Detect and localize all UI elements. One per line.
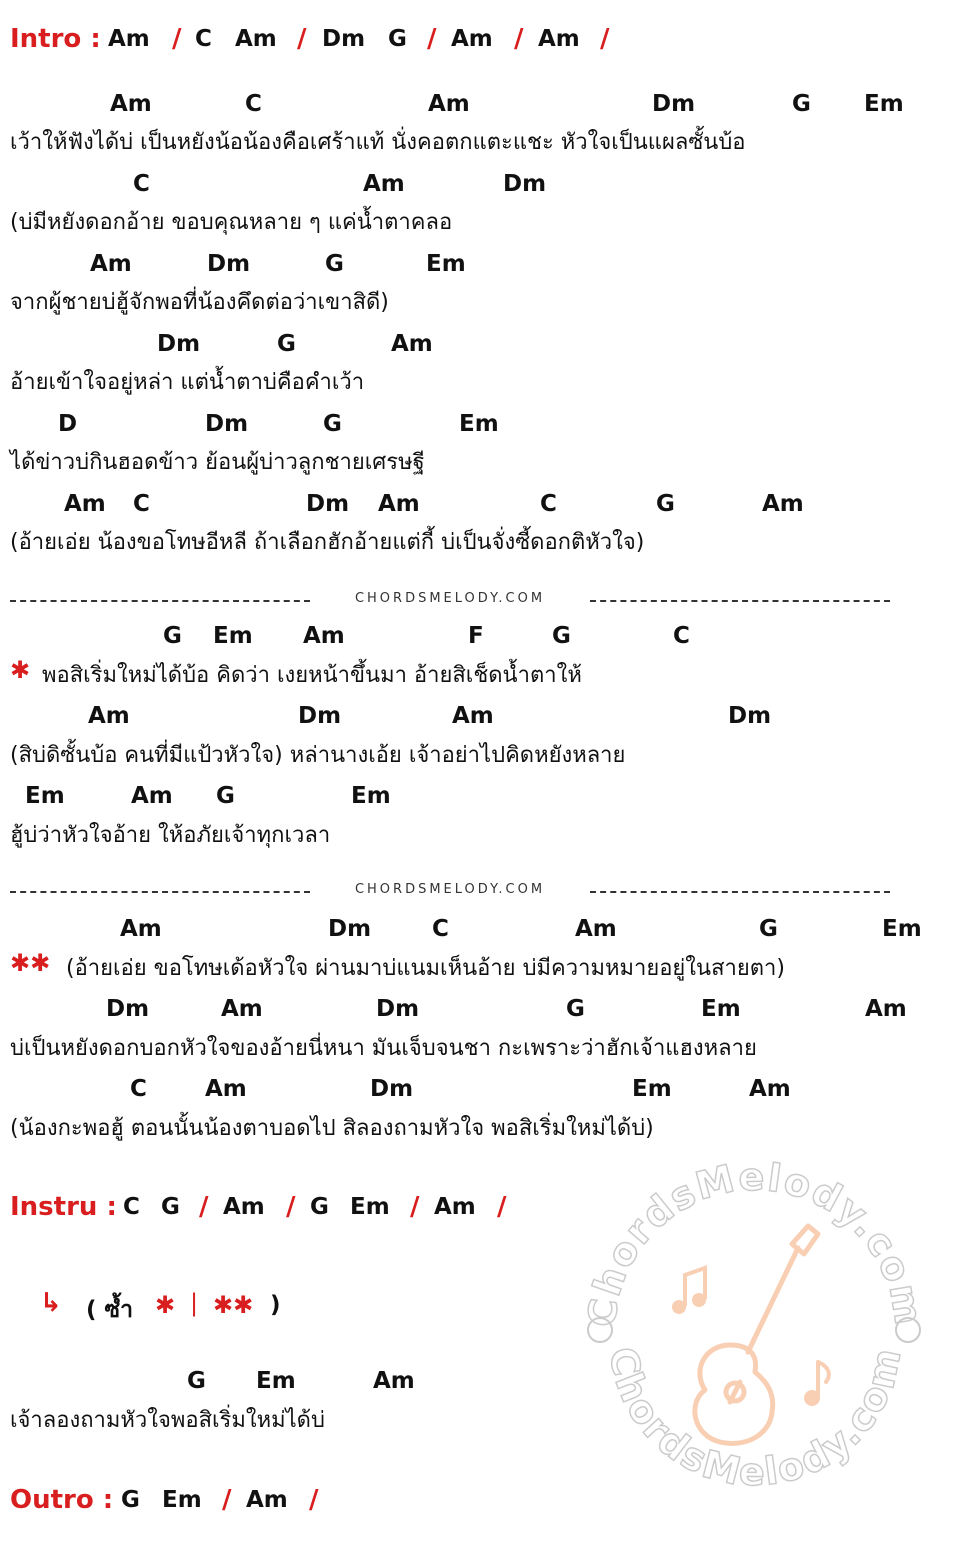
repeat-arrow-icon: ↳	[40, 1288, 62, 1318]
chord: Em	[426, 251, 466, 277]
chord: G	[163, 623, 182, 649]
watermark-text-top: ChordsMelody.com	[580, 1154, 930, 1330]
instru-chord: G	[310, 1194, 329, 1220]
chord: G	[187, 1368, 206, 1394]
chord: D	[58, 411, 78, 437]
chord: Dm	[298, 703, 342, 729]
outro-chord: G	[121, 1487, 140, 1513]
outro-slash: /	[309, 1485, 319, 1515]
instru-slash: /	[410, 1192, 420, 1222]
lyric-line: บ่เป็นหยังดอกบอกหัวใจของอ้ายนี่หนา มันเจ็บจนชา กะเพราะว่าฮักเจ้าแฮงหลาย	[10, 1036, 757, 1061]
divider-dash	[590, 891, 890, 893]
repeat-close: )	[270, 1292, 281, 1318]
chorus2-marker: ✱✱	[10, 949, 51, 977]
svg-text:ChordsMelody.com	[580, 1155, 930, 1329]
divider-site-text: CHORDSMELODY.COM	[354, 882, 546, 897]
chord: Am	[391, 331, 433, 357]
intro-chord: Am	[538, 26, 580, 52]
repeat-separator: |	[190, 1289, 199, 1317]
chord: Em	[351, 783, 391, 809]
chord: Dm	[503, 171, 547, 197]
lyric-line: (บ่มีหยังดอกอ้าย ขอบคุณหลาย ๆ แค่น้ำตาคลอ	[10, 210, 453, 235]
instru-slash: /	[286, 1192, 296, 1222]
outro-slash: /	[222, 1485, 232, 1515]
intro-slash: /	[600, 24, 610, 54]
chord: F	[468, 623, 484, 649]
chord: C	[673, 623, 690, 649]
chord: Dm	[652, 91, 696, 117]
chord: G	[216, 783, 235, 809]
outro-chord: Am	[246, 1487, 288, 1513]
lyric-line: ฮู้บ่ว่าหัวใจอ้าย ให้อภัยเจ้าทุกเวลา	[10, 823, 331, 848]
chord: Dm	[207, 251, 251, 277]
chord: Em	[864, 91, 904, 117]
chord: C	[245, 91, 262, 117]
intro-slash: /	[514, 24, 524, 54]
chord: Em	[256, 1368, 296, 1394]
chord: C	[540, 491, 557, 517]
lyric-line: (น้องกะพอฮู้ ตอนนั้นน้องตาบอดไป สิลองถามหัวใจ พอสิเริ่มใหม่ได้บ่)	[10, 1116, 654, 1141]
lyric-line: เว้าให้ฟังได้บ่ เป็นหยังน้อน้องคือเศร้าแท้ นั่งคอตกแตะแชะ หัวใจเป็นแผลซั้นบ้อ	[10, 130, 746, 155]
lyric-line: พอสิเริ่มใหม่ได้บ้อ คิดว่า เงยหน้าขึ้นมา อ้ายสิเช็ดน้ำตาให้	[42, 663, 582, 688]
intro-chord: Am	[235, 26, 277, 52]
chord: G	[325, 251, 344, 277]
chord: Dm	[370, 1076, 414, 1102]
intro-slash: /	[172, 24, 182, 54]
intro-slash: /	[297, 24, 307, 54]
chord: Am	[378, 491, 420, 517]
section-divider	[10, 591, 890, 611]
chord: C	[432, 916, 449, 942]
lyric-line: (อ้ายเอ่ย น้องขอโทษอีหลี ถ้าเลือกฮักอ้ายแต่กี้ บ่เป็นจั่งซี้ดอกติหัวใจ)	[10, 530, 645, 555]
chord: Dm	[328, 916, 372, 942]
chord: Am	[762, 491, 804, 517]
chord: Am	[865, 996, 907, 1022]
chord: Em	[213, 623, 253, 649]
chord: Dm	[157, 331, 201, 357]
repeat-mark-chorus: ✱	[155, 1291, 176, 1319]
intro-slash: /	[427, 24, 437, 54]
divider-dash	[590, 600, 890, 602]
chord: Am	[110, 91, 152, 117]
chord: Em	[701, 996, 741, 1022]
chorus-marker: ✱	[10, 656, 31, 684]
chord: G	[656, 491, 675, 517]
chord: Am	[303, 623, 345, 649]
chord: Em	[882, 916, 922, 942]
outro-label: Outro :	[10, 1485, 114, 1515]
chord: Dm	[728, 703, 772, 729]
repeat-mark-chorus2: ✱✱	[213, 1291, 254, 1319]
instru-slash: /	[497, 1192, 507, 1222]
lyric-line: (สิบ่ดิซั้นบ้อ คนที่มีแป้วหัวใจ) หล่านางเอ้ย เจ้าอย่าไปคิดหยังหลาย	[10, 743, 626, 768]
intro-label: Intro :	[10, 24, 101, 54]
instru-chord: Em	[350, 1194, 390, 1220]
lyric-line: จากผู้ชายบ่ฮู้จักพอที่น้องคึดต่อว่าเขาสิดี)	[10, 290, 389, 315]
chord: Dm	[205, 411, 249, 437]
chord: G	[566, 996, 585, 1022]
chord: Am	[428, 91, 470, 117]
chord: Dm	[376, 996, 420, 1022]
chord: Am	[575, 916, 617, 942]
chord: G	[277, 331, 296, 357]
chord: Am	[90, 251, 132, 277]
chord: Am	[88, 703, 130, 729]
intro-chord: G	[388, 26, 407, 52]
chord: G	[759, 916, 778, 942]
divider-dash	[10, 891, 310, 893]
chord: Am	[64, 491, 106, 517]
chord: C	[133, 171, 150, 197]
chord: Am	[373, 1368, 415, 1394]
chord: Em	[25, 783, 65, 809]
lyric-line: (อ้ายเอ่ย ขอโทษเด้อหัวใจ ผ่านมาบ่แนมเห็นอ้าย บ่มีความหมายอยู่ในสายตา)	[66, 956, 785, 981]
intro-chord: C	[195, 26, 212, 52]
lyric-line: เจ้าลองถามหัวใจพอสิเริ่มใหม่ได้บ่	[10, 1408, 325, 1433]
intro-chord: Dm	[322, 26, 366, 52]
intro-chord: Am	[451, 26, 493, 52]
chord: Am	[120, 916, 162, 942]
watermark-logo	[580, 1140, 930, 1500]
chord: C	[133, 491, 150, 517]
chord: Am	[749, 1076, 791, 1102]
chord: G	[792, 91, 811, 117]
chord: Am	[131, 783, 173, 809]
divider-site-text: CHORDSMELODY.COM	[354, 591, 546, 606]
chord: G	[552, 623, 571, 649]
chord: Am	[205, 1076, 247, 1102]
instru-chord: G	[161, 1194, 180, 1220]
repeat-open: ( ซ้ำ	[86, 1297, 134, 1323]
instru-chord: Am	[434, 1194, 476, 1220]
chord: Am	[363, 171, 405, 197]
guitar-icon	[580, 1140, 930, 1500]
lyric-line: อ้ายเข้าใจอยู่หล่า แต่น้ำตาบ่คือคำเว้า	[10, 370, 365, 395]
outro-chord: Em	[162, 1487, 202, 1513]
instru-slash: /	[199, 1192, 209, 1222]
chord: C	[130, 1076, 147, 1102]
instru-chord: Am	[223, 1194, 265, 1220]
intro-chord: Am	[108, 26, 150, 52]
lyric-line: ได้ข่าวบ่กินฮอดข้าว ย้อนผู้บ่าวลูกชายเศรษฐี	[10, 450, 425, 475]
chord: Am	[221, 996, 263, 1022]
section-divider	[10, 882, 890, 902]
chord: Em	[632, 1076, 672, 1102]
instru-label: Instru :	[10, 1192, 117, 1222]
chord: Dm	[106, 996, 150, 1022]
divider-dash	[10, 600, 310, 602]
chord: Dm	[306, 491, 350, 517]
chord: Em	[459, 411, 499, 437]
instru-chord: C	[123, 1194, 140, 1220]
watermark-text-bottom: ChordsMelody.com	[600, 1342, 910, 1495]
chord: G	[323, 411, 342, 437]
chord: Am	[452, 703, 494, 729]
